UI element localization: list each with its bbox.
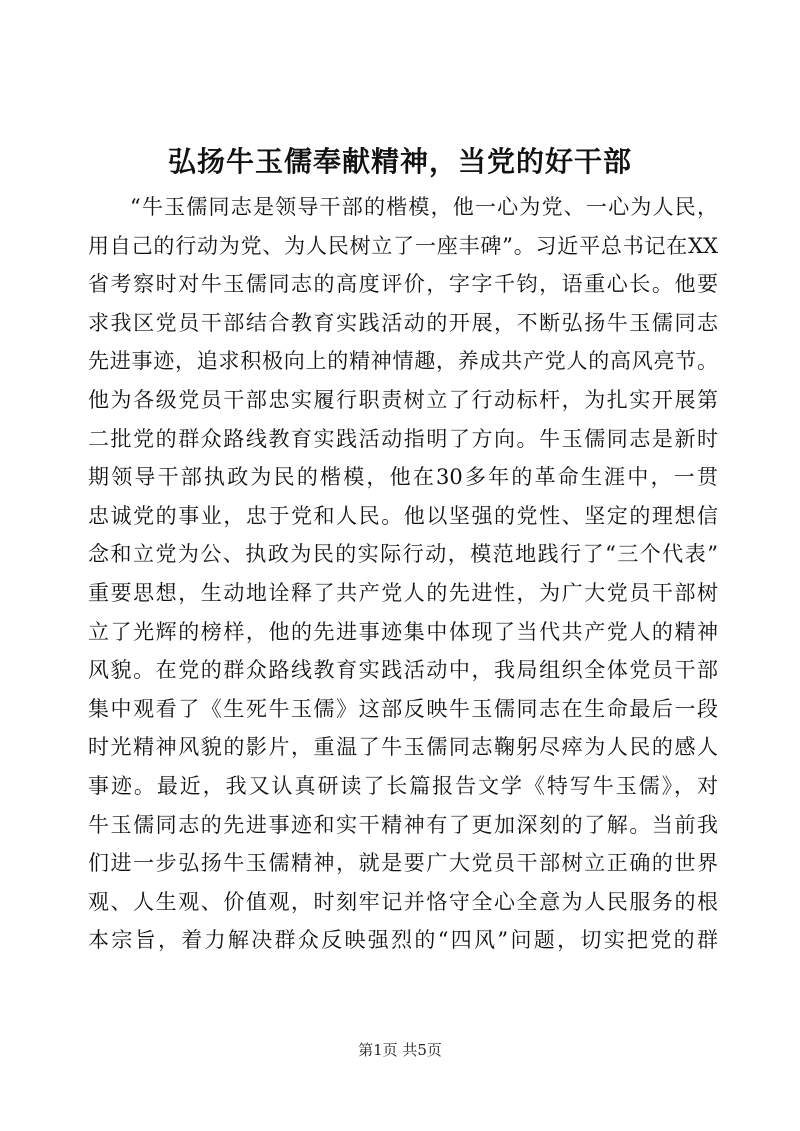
body-line: 期领导干部执政为民的楷模，他在30多年的革命生涯中，一贯 xyxy=(88,465,718,490)
body-line: 重要思想，生动地诠释了共产党人的先进性，为广大党员干部树 xyxy=(88,580,718,605)
body-line: 牛玉儒同志的先进事迹和实干精神有了更加深刻的了解。当前我 xyxy=(88,812,718,837)
body-line: 集中观看了《生死牛玉儒》这部反映牛玉儒同志在生命最后一段 xyxy=(88,696,718,721)
body-line: 立了光辉的榜样，他的先进事迹集中体现了当代共产党人的精神 xyxy=(88,619,718,644)
body-line: 省考察时对牛玉儒同志的高度评价，字字千钧，语重心长。他要 xyxy=(88,272,718,297)
body-line: 时光精神风貌的影片，重温了牛玉儒同志鞠躬尽瘁为人民的感人 xyxy=(88,735,718,760)
body-line: 本宗旨，着力解决群众反映强烈的“四风”问题，切实把党的群 xyxy=(88,928,718,953)
body-line: 忠诚党的事业，忠于党和人民。他以坚强的党性、坚定的理想信 xyxy=(88,503,718,528)
body-line: 念和立党为公、执政为民的实际行动，模范地践行了“三个代表” xyxy=(88,542,718,567)
body-line: 求我区党员干部结合教育实践活动的开展，不断弘扬牛玉儒同志 xyxy=(88,310,718,335)
body-line: 他为各级党员干部忠实履行职责树立了行动标杆，为扎实开展第 xyxy=(88,387,718,412)
body-line: 先进事迹，追求积极向上的精神情趣，养成共产党人的高风亮节。 xyxy=(88,349,718,374)
body-line: 用自己的行动为党、为人民树立了一座丰碑”。习近平总书记在XX xyxy=(88,233,718,258)
body-line: 风貌。在党的群众路线教育实践活动中，我局组织全体党员干部 xyxy=(88,658,718,683)
body-line: “牛玉儒同志是领导干部的楷模，他一心为党、一心为人民， xyxy=(130,195,718,219)
body-line: 们进一步弘扬牛玉儒精神，就是要广大党员干部树立正确的世界 xyxy=(88,851,718,876)
body-line: 二批党的群众路线教育实践活动指明了方向。牛玉儒同志是新时 xyxy=(88,426,718,451)
body-line: 事迹。最近，我又认真研读了长篇报告文学《特写牛玉儒》，对 xyxy=(88,773,718,798)
document-title: 弘扬牛玉儒奉献精神，当党的好干部 xyxy=(167,145,632,178)
document-body xyxy=(88,188,718,960)
page-number-footer: 第1页 共5页 xyxy=(358,1041,442,1059)
body-line: 观、人生观、价值观，时刻牢记并恪守全心全意为人民服务的根 xyxy=(88,889,718,914)
